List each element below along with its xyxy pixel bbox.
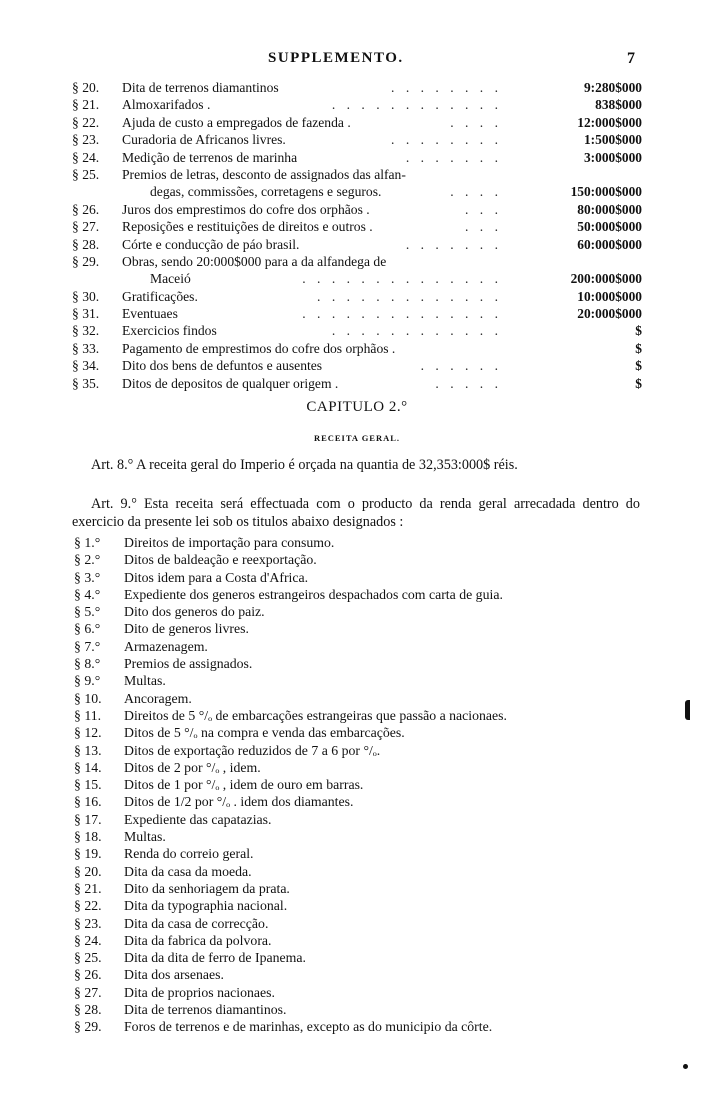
expenditure-row: [72, 375, 642, 392]
expenditure-row: [72, 131, 642, 148]
section-number: § 1.°: [74, 535, 101, 550]
revenue-row: [74, 655, 654, 672]
item-description: Almoxarifados .: [122, 97, 211, 113]
item-amount: 150:000$000: [570, 184, 642, 200]
section-number: § 12.: [74, 725, 102, 741]
item-description: Armazenagem.: [124, 638, 208, 654]
expenditure-row: [72, 253, 642, 270]
item-description: Dita de proprios nacionaes.: [124, 984, 275, 1000]
section-number: § 34.: [72, 358, 100, 374]
item-description: Direitos de 5 °/ₒ de embarcações estrangeiras que passão a nacionaes.: [124, 707, 507, 723]
section-number: § 19.: [74, 846, 102, 862]
section-number: § 9.°: [74, 673, 101, 689]
item-description: Expediente das capatazias.: [124, 811, 272, 827]
section-number: § 32.: [72, 323, 100, 339]
item-description: Maceió: [150, 271, 191, 287]
article-8: [72, 456, 640, 474]
expenditure-row: [72, 79, 642, 96]
revenue-row: [74, 620, 654, 637]
chapter-subtitle: RECEITA GERAL.: [313, 433, 401, 443]
leader-dots: . . . . . . . . . . . .: [331, 323, 502, 339]
section-number: § 23.: [72, 132, 100, 148]
item-description: Dita da dita de ferro de Ipanema.: [124, 950, 306, 966]
item-description: Direitos de importação para consumo.: [124, 535, 335, 550]
revenue-row: [74, 966, 654, 983]
item-description: Exercicios findos: [122, 323, 217, 339]
chapter-title: CAPITULO 2.°: [306, 399, 408, 415]
revenue-row: [74, 534, 654, 551]
article-8-text: Art. 8.° A receita geral do Imperio é orçada na quantia de 32,353:000$ réis.: [91, 457, 518, 473]
running-header: [0, 50, 714, 72]
item-description: Dita de terrenos diamantinos: [122, 80, 279, 95]
revenue-row: [74, 1001, 654, 1018]
item-amount: 838$000: [595, 97, 642, 113]
section-number: § 23.: [74, 915, 102, 931]
revenue-row: [74, 776, 654, 793]
section-number: § 29.: [72, 253, 100, 269]
item-description: Eventuaes: [122, 306, 178, 322]
expenditure-row: [72, 357, 642, 374]
scan-mark: [683, 1064, 688, 1069]
section-number: § 28.: [72, 236, 100, 252]
section-number: § 35.: [72, 375, 100, 391]
section-number: § 27.: [74, 984, 102, 1000]
section-number: § 27.: [72, 219, 100, 235]
revenue-row: [74, 742, 654, 759]
leader-dots: . . .: [465, 201, 502, 217]
item-description: Dito dos bens de defuntos e ausentes: [122, 358, 323, 374]
revenue-row: [74, 897, 654, 914]
revenue-row: [74, 863, 654, 880]
article-9-text: Art. 9.° Esta receita será effectuada com o producto da renda geral arrecadada dentro do exercicio da presente lei sob os titulos abaixo designados :: [72, 496, 640, 530]
item-description: Dita da fabrica da polvora.: [124, 932, 272, 948]
section-number: § 26.: [74, 967, 102, 983]
item-description: Multas.: [124, 829, 166, 845]
section-number: § 5.°: [74, 604, 101, 620]
leader-dots: . . . . .: [435, 375, 502, 391]
expenditure-row: [72, 236, 642, 253]
section-number: § 8.°: [74, 656, 101, 672]
item-description: Juros dos emprestimos do cofre dos orphãos .: [122, 201, 370, 217]
item-description: Ditos de exportação reduzidos de 7 a 6 por °/ₒ.: [124, 742, 381, 758]
leader-dots: . . . . . . . . . . . . . .: [302, 271, 502, 287]
item-amount: 20:000$000: [577, 306, 642, 322]
item-amount: 200:000$000: [570, 271, 642, 287]
section-number: § 26.: [72, 201, 100, 217]
revenue-row: [74, 707, 654, 724]
revenue-row: [74, 984, 654, 1001]
item-description: Ajuda de custo a empregados de fazenda .: [122, 114, 351, 130]
expenditure-row: [72, 218, 642, 235]
section-number: § 20.: [74, 863, 102, 879]
section-number: § 22.: [72, 114, 100, 130]
section-number: § 25.: [72, 166, 100, 182]
item-description: Ditos de 2 por °/ₒ , idem.: [124, 759, 261, 775]
revenue-row: [74, 724, 654, 741]
revenue-row: [74, 672, 654, 689]
leader-dots: . . . .: [450, 184, 502, 200]
item-description: Ancoragem.: [124, 690, 192, 706]
expenditure-row: [72, 96, 642, 113]
leader-dots: . . . . . . . . . . . . .: [317, 288, 502, 304]
revenue-row: [74, 880, 654, 897]
item-amount: $: [635, 340, 642, 356]
revenue-row: [74, 603, 654, 620]
revenue-row: [74, 586, 654, 603]
revenue-row: [74, 915, 654, 932]
leader-dots: . . . . . . . . . . . . . .: [302, 306, 502, 322]
revenue-row: [74, 793, 654, 810]
item-description: Pagamento de emprestimos do cofre dos orphãos .: [122, 340, 396, 356]
revenue-row: [74, 932, 654, 949]
item-description: Ditos de 1 por °/ₒ , idem de ouro em barras.: [124, 777, 364, 793]
expenditure-row: [72, 305, 642, 322]
item-amount: 3:000$000: [583, 149, 642, 165]
item-description: Premios de assignados.: [124, 656, 253, 672]
revenue-row: [74, 551, 654, 568]
revenue-row: [74, 828, 654, 845]
item-amount: 1:500$000: [583, 132, 642, 148]
section-number: § 16.: [74, 794, 102, 810]
section-number: § 22.: [74, 898, 102, 914]
item-description: Foros de terrenos e de marinhas, excepto as do municipio da côrte.: [124, 1019, 493, 1035]
expenditure-row: [72, 183, 642, 200]
item-description: Expediente dos generos estrangeiros despachados com carta de guia.: [124, 586, 503, 602]
item-description: Dita dos arsenaes.: [124, 967, 224, 983]
leader-dots: . . . . . . .: [405, 149, 502, 165]
leader-dots: . . . . . . . . . . . .: [331, 97, 502, 113]
section-number: § 4.°: [74, 586, 101, 602]
revenue-row: [74, 569, 654, 586]
item-description: Ditos de 1/2 por °/ₒ . idem dos diamantes.: [124, 794, 354, 810]
item-amount: $: [635, 358, 642, 374]
section-number: § 11.: [74, 707, 102, 723]
section-number: § 18.: [74, 829, 102, 845]
item-description: Dito de generos livres.: [124, 621, 249, 637]
leader-dots: . . .: [465, 219, 502, 235]
item-description: Córte e conducção de páo brasil.: [122, 236, 300, 252]
expenditure-row: [72, 149, 642, 166]
item-description: Ditos idem para a Costa d'Africa.: [124, 569, 309, 585]
item-description: Reposições e restituições de direitos e outros .: [122, 219, 373, 235]
section-number: § 33.: [72, 340, 100, 356]
item-description: Dita de terrenos diamantinos.: [124, 1002, 287, 1018]
section-number: § 15.: [74, 777, 102, 793]
revenue-row: [74, 845, 654, 862]
item-description: Gratificações.: [122, 288, 198, 304]
revenue-row: [74, 759, 654, 776]
revenue-row: [74, 638, 654, 655]
revenue-list: [74, 534, 654, 1036]
section-number: § 17.: [74, 811, 102, 827]
section-number: § 7.°: [74, 638, 101, 654]
revenue-row: [74, 690, 654, 707]
item-amount: 10:000$000: [577, 288, 642, 304]
item-description: Multas.: [124, 673, 166, 689]
item-description: Dita da casa da moeda.: [124, 863, 252, 879]
revenue-row: [74, 811, 654, 828]
expenditure-row: [72, 114, 642, 131]
section-number: § 29.: [74, 1019, 102, 1035]
item-amount: 9:280$000: [583, 80, 642, 95]
section-number: § 21.: [72, 97, 100, 113]
section-number: § 31.: [72, 306, 100, 322]
item-description: Medição de terrenos de marinha: [122, 149, 298, 165]
item-description: Dito dos generos do paiz.: [124, 604, 265, 620]
item-amount: 50:000$000: [577, 219, 642, 235]
item-description: Dito da senhoriagem da prata.: [124, 880, 290, 896]
leader-dots: . . . . . . .: [405, 236, 502, 252]
expenditure-row: [72, 270, 642, 287]
item-description: Ditos de depositos de qualquer origem .: [122, 375, 339, 391]
page-number: 7: [627, 50, 635, 67]
item-amount: $: [635, 323, 642, 339]
item-description: Ditos de baldeação e reexportação.: [124, 552, 317, 568]
expenditure-row: [72, 201, 642, 218]
revenue-row: [74, 1018, 654, 1035]
scan-mark: [685, 700, 690, 720]
revenue-row: [74, 949, 654, 966]
section-number: § 3.°: [74, 569, 101, 585]
item-description: degas, commissões, corretagens e seguros.: [150, 184, 382, 200]
leader-dots: . . . . . .: [420, 358, 502, 374]
item-description: Dita da typographia nacional.: [124, 898, 288, 914]
leader-dots: . . . . . . . .: [391, 132, 502, 148]
section-number: § 25.: [74, 950, 102, 966]
leader-dots: . . . .: [450, 114, 502, 130]
section-number: § 24.: [74, 932, 102, 948]
expenditure-row: [72, 340, 642, 357]
item-amount: 60:000$000: [577, 236, 642, 252]
expenditure-list: [72, 79, 642, 392]
item-amount: 80:000$000: [577, 201, 642, 217]
section-number: § 28.: [74, 1002, 102, 1018]
item-description: Dita da casa de correcção.: [124, 915, 269, 931]
item-description: Ditos de 5 °/ₒ na compra e venda das embarcações.: [124, 725, 405, 741]
section-number: § 21.: [74, 880, 102, 896]
expenditure-row: [72, 322, 642, 339]
item-description: Curadoria de Africanos livres.: [122, 132, 286, 148]
header-title: SUPPLEMENTO.: [268, 50, 404, 66]
section-number: § 6.°: [74, 621, 101, 637]
expenditure-row: [72, 166, 642, 183]
leader-dots: . . . . . . . .: [391, 80, 502, 95]
section-number: § 24.: [72, 149, 100, 165]
expenditure-row: [72, 288, 642, 305]
section-number: § 10.: [74, 690, 102, 706]
article-9: [72, 495, 640, 531]
item-amount: $: [635, 375, 642, 391]
section-number: § 13.: [74, 742, 102, 758]
section-number: § 30.: [72, 288, 100, 304]
item-description: Premios de letras, desconto de assignados das alfan-: [122, 166, 406, 182]
item-amount: 12:000$000: [577, 114, 642, 130]
section-number: § 20.: [72, 80, 100, 95]
item-description: Renda do correio geral.: [124, 846, 254, 862]
item-description: Obras, sendo 20:000$000 para a da alfandega de: [122, 253, 387, 269]
section-number: § 2.°: [74, 552, 101, 568]
section-number: § 14.: [74, 759, 102, 775]
